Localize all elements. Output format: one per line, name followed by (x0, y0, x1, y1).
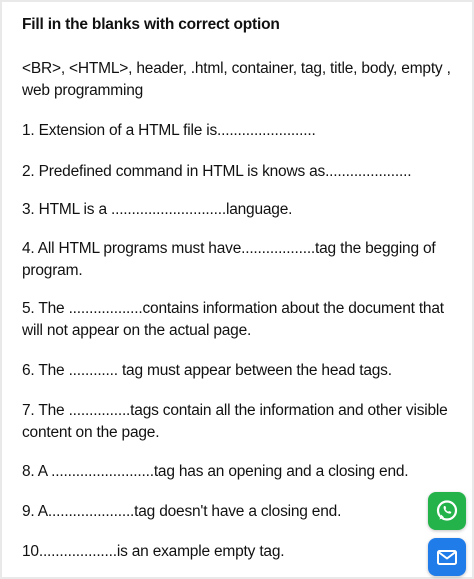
question-text: 8. A .........................tag has an opening and a closing end. (22, 463, 409, 480)
question-5 (22, 298, 466, 342)
question-text: 5. The ..................contains information about the document that will not appear on the actual page. (22, 300, 444, 339)
question-text: 9. A.....................tag doesn't have a closing end. (22, 503, 342, 520)
question-9 (22, 501, 422, 523)
question-4 (22, 238, 466, 282)
whatsapp-share-button[interactable] (428, 492, 466, 530)
question-7 (22, 400, 466, 444)
question-text: 2. Predefined command in HTML is knows as..................... (22, 163, 412, 180)
options-list: <BR>, <HTML>, header, .html, container, tag, title, body, empty , web programming (22, 60, 451, 99)
question-3 (22, 199, 466, 221)
mail-share-button[interactable] (428, 538, 466, 576)
question-text: 10...................is an example empty tag. (22, 543, 285, 560)
question-6 (22, 360, 466, 382)
question-2 (22, 161, 466, 183)
question-text: 7. The ...............tags contain all the information and other visible content on the page. (22, 402, 448, 441)
question-text: 4. All HTML programs must have..................tag the begging of program. (22, 240, 436, 279)
mail-icon (435, 545, 459, 569)
question-10 (22, 541, 422, 563)
question-1 (22, 120, 466, 142)
question-text: 3. HTML is a ............................language. (22, 201, 293, 218)
question-text: 1. Extension of a HTML file is........................ (22, 122, 316, 139)
worksheet-title: Fill in the blanks with correct option (22, 16, 280, 33)
question-8 (22, 461, 422, 483)
whatsapp-icon (434, 498, 460, 524)
question-text: 6. The ............ tag must appear between the head tags. (22, 362, 392, 379)
